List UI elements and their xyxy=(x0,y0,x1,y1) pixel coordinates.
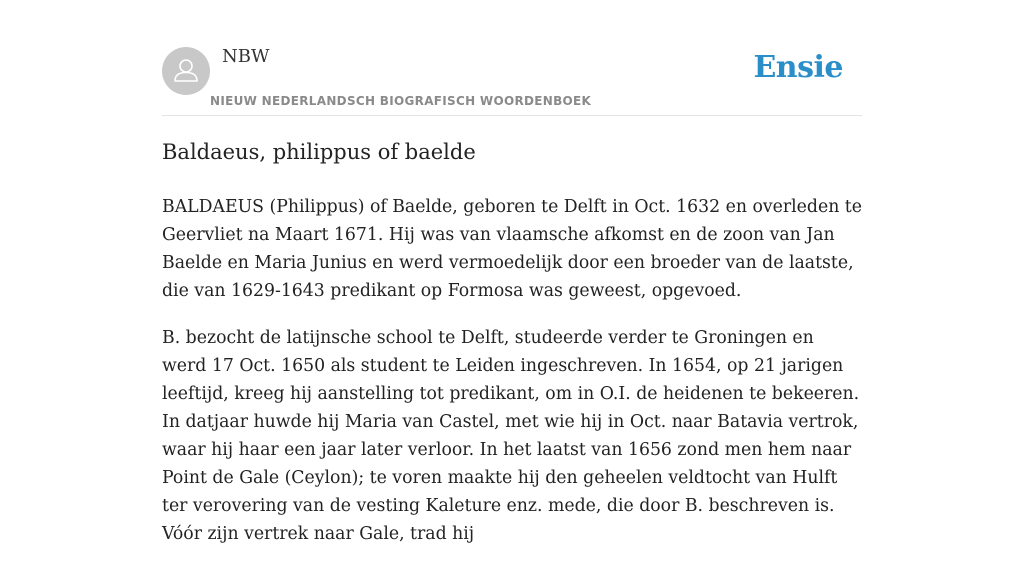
header xyxy=(162,0,862,116)
author-name[interactable]: NBW xyxy=(222,46,270,67)
page-title: Baldaeus, philippus of baelde xyxy=(162,140,476,164)
avatar[interactable] xyxy=(162,47,210,95)
brand-logo[interactable]: Ensie xyxy=(753,50,843,85)
article-body xyxy=(162,193,862,567)
source-title[interactable]: NIEUW NEDERLANDSCH BIOGRAFISCH WOORDENBOEK xyxy=(210,94,592,108)
article-paragraph: BALDAEUS (Philippus) of Baelde, geboren te Delft in Oct. 1632 en overleden te Geervliet na Maart 1671. Hij was van vlaamsche afkomst en de zoon van Jan Baelde en Maria Junius en werd vermoedelijk door een broeder van de laatste, die van 1629-1643 predikant op Formosa was geweest, opgevoed. xyxy=(162,197,862,301)
user-icon xyxy=(162,47,210,95)
article-paragraph: B. bezocht de latijnsche school te Delft, studeerde verder te Groningen en werd 17 Oct. 1650 als student te Leiden ingeschreven. In 1654, op 21 jarigen leeftijd, kreeg hij aanstelling tot predikant, om in O.I. de heidenen te bekeeren. In datjaar huwde hij Maria van Castel, met wie hij in Oct. naar Batavia vertrok, waar hij haar een jaar later verloor. In het laatst van 1656 zond men hem naar Point de Gale (Ceylon); te voren maakte hij den geheelen veldtocht van Hulft ter verovering van de vesting Kaleture enz. mede, die door B. beschreven is. Vóór zijn vertrek naar Gale, trad hij xyxy=(162,328,860,544)
